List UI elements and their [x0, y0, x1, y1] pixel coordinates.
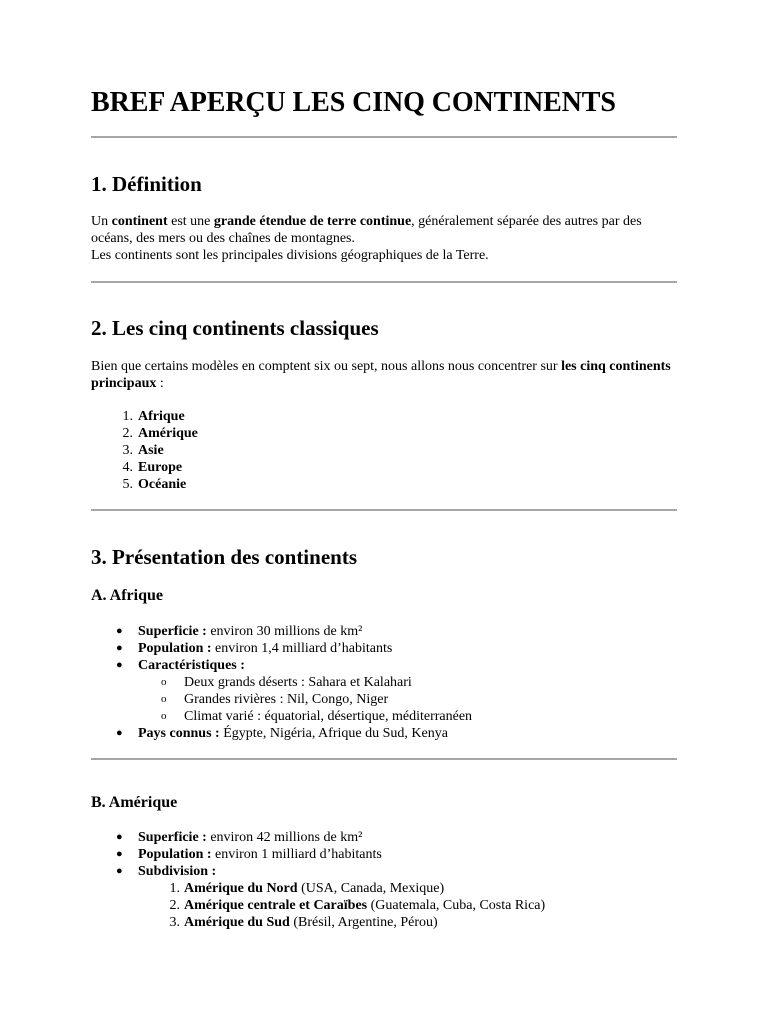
bullet-icon: ●: [116, 848, 123, 860]
bullet-icon: ●: [116, 659, 123, 671]
bullet-icon: ●: [116, 625, 123, 637]
section-heading-presentation: 3. Présentation des continents: [91, 545, 357, 569]
subsection-heading-afrique: A. Afrique: [91, 587, 163, 604]
sub-list-item: o Climat varié : équatorial, désertique, méditerranéen: [161, 709, 473, 724]
list-item: 4. Europe: [122, 460, 183, 475]
list-item: 5. Océanie: [122, 477, 187, 492]
divider: [91, 281, 677, 283]
section-heading-five-continents: 2. Les cinq continents classiques: [91, 316, 379, 340]
list-item: ● Population : environ 1,4 milliard d’habitants: [116, 641, 393, 656]
definition-paragraph-2: Les continents sont les principales divisions géographiques de la Terre.: [91, 248, 489, 263]
list-item: ● Population : environ 1 milliard d’habitants: [116, 847, 382, 862]
list-item: ● Pays connus : Égypte, Nigéria, Afrique du Sud, Kenya: [116, 726, 448, 741]
divider: [91, 758, 677, 760]
section-heading-definition: 1. Définition: [91, 172, 202, 196]
list-item: ● Caractéristiques :: [116, 658, 245, 673]
circle-bullet-icon: o: [161, 693, 167, 705]
afrique-details: [91, 623, 677, 742]
sub-list-item: 1. Amérique du Nord (USA, Canada, Mexique): [169, 881, 445, 896]
definition-paragraph: Un continent est une grande étendue de terre continue, généralement séparée des autres par des océans, des mers ou des chaînes de montagnes.: [91, 214, 642, 246]
continents-list: [91, 408, 677, 493]
list-item: ● Superficie : environ 42 millions de km²: [116, 830, 363, 845]
bullet-icon: ●: [116, 642, 123, 654]
list-item: 3. Asie: [122, 443, 164, 458]
bullet-icon: ●: [116, 831, 123, 843]
bullet-icon: ●: [116, 727, 123, 739]
list-item: 1. Afrique: [122, 409, 185, 424]
list-item: ● Subdivision :: [116, 864, 217, 879]
divider: [91, 509, 677, 511]
subsection-heading-amerique: B. Amérique: [91, 794, 178, 811]
circle-bullet-icon: o: [161, 710, 167, 722]
five-continents-intro: Bien que certains modèles en comptent six ou sept, nous allons nous concentrer sur les cinq continents principaux :: [91, 359, 671, 391]
sub-list-item: 2. Amérique centrale et Caraïbes (Guatemala, Cuba, Costa Rica): [169, 898, 546, 913]
circle-bullet-icon: o: [161, 676, 167, 688]
document-title: BREF APERÇU LES CINQ CONTINENTS: [91, 87, 616, 118]
sub-list-item: 3. Amérique du Sud (Brésil, Argentine, Pérou): [169, 915, 438, 930]
sub-list-item: o Grandes rivières : Nil, Congo, Niger: [161, 692, 389, 707]
divider: [91, 136, 677, 138]
bullet-icon: ●: [116, 865, 123, 877]
sub-list-item: o Deux grands déserts : Sahara et Kalahari: [161, 675, 412, 690]
amerique-details: [91, 829, 677, 931]
list-item: 2. Amérique: [122, 426, 198, 441]
list-item: ● Superficie : environ 30 millions de km²: [116, 624, 363, 639]
